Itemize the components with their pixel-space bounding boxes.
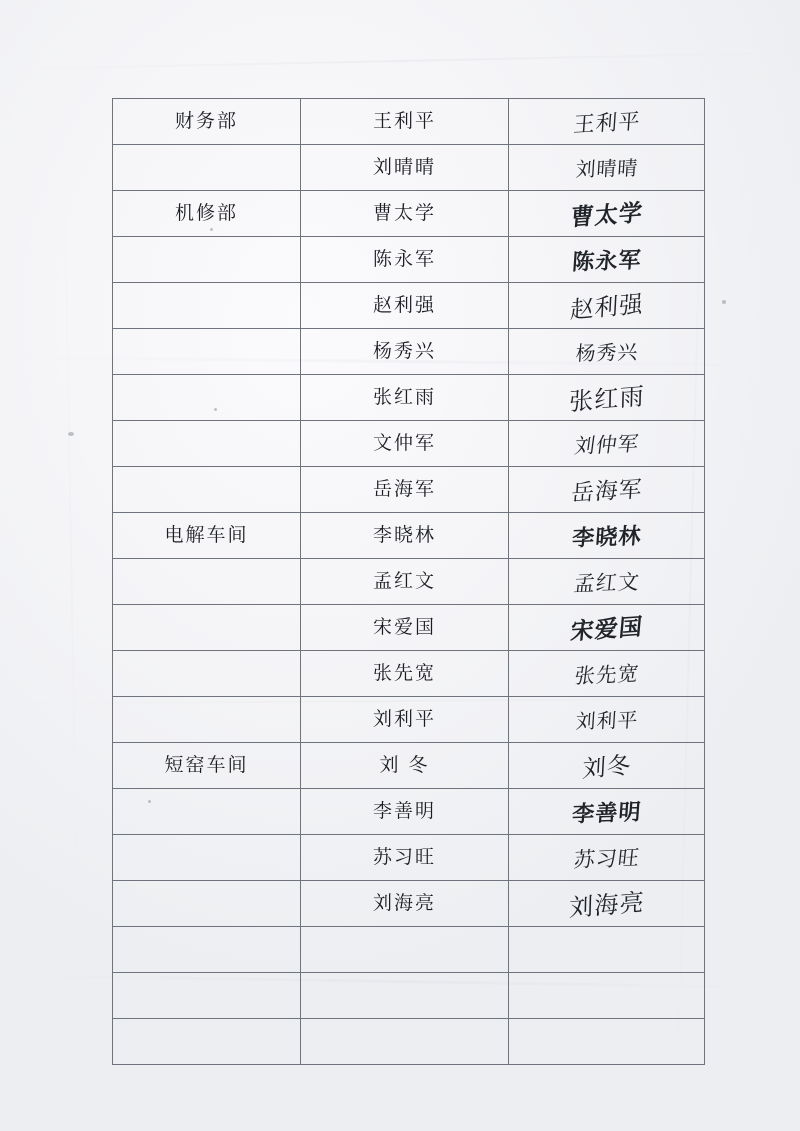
cell-name [301,421,509,467]
cell-signature [509,145,705,191]
cell-department [113,927,301,973]
person-name: 宋爱国 [372,616,436,639]
cell-name [301,1019,509,1065]
table-row [113,559,705,605]
paper-crease [0,52,800,71]
cell-name [301,191,509,237]
table-row [113,697,705,743]
cell-name [301,605,509,651]
cell-signature [509,1019,705,1065]
person-name: 文仲军 [372,432,436,455]
table-row [113,421,705,467]
cell-name [301,881,509,927]
person-name: 孟红文 [372,570,436,593]
cell-department [113,605,301,651]
signature-area [509,99,704,144]
cell-signature [509,99,705,145]
person-name: 刘晴晴 [372,156,436,179]
table-row [113,881,705,927]
table-row [113,237,705,283]
cell-signature [509,191,705,237]
handwritten-signature: 杨秀兴 [574,340,639,365]
cell-department [113,237,301,283]
cell-signature [509,651,705,697]
cell-name [301,145,509,191]
cell-name [301,559,509,605]
person-name: 曹太学 [372,202,436,225]
handwritten-signature: 赵利强 [568,289,644,324]
cell-signature [509,283,705,329]
person-name: 杨秀兴 [372,340,436,363]
table-row [113,513,705,559]
table-row [113,1019,705,1065]
cell-name [301,99,509,145]
handwritten-signature: 岳海军 [570,475,643,506]
cell-department [113,283,301,329]
signature-area [509,973,704,1018]
signature-area [509,789,704,834]
cell-name [301,375,509,421]
table-row [113,835,705,881]
cell-signature [509,329,705,375]
cell-signature [509,697,705,743]
person-name: 张先宽 [372,662,436,685]
cell-department [113,467,301,513]
department-label: 财务部 [174,110,238,133]
signature-area [509,237,704,282]
cell-department [113,145,301,191]
signature-area [509,329,704,374]
cell-signature [509,789,705,835]
cell-name [301,329,509,375]
cell-signature [509,835,705,881]
cell-department [113,789,301,835]
signature-area [509,559,704,604]
table-row [113,145,705,191]
cell-signature [509,421,705,467]
table-row [113,467,705,513]
signature-area [509,421,704,466]
person-name: 苏习旺 [372,846,436,869]
table-row [113,99,705,145]
signature-area [509,697,704,742]
cell-name [301,835,509,881]
signature-area [509,513,704,558]
paper-speck [722,300,726,304]
signature-area [509,145,704,190]
table-row [113,651,705,697]
handwritten-signature: 刘冬 [581,750,632,783]
signature-area [509,1019,704,1064]
handwritten-signature: 曹太学 [569,197,644,231]
cell-signature [509,927,705,973]
cell-signature [509,559,705,605]
cell-name [301,789,509,835]
cell-department [113,421,301,467]
cell-department [113,99,301,145]
table-body [113,99,705,1065]
handwritten-signature: 刘仲军 [572,431,641,458]
cell-name [301,927,509,973]
cell-signature [509,513,705,559]
handwritten-signature: 苏习旺 [572,845,641,872]
table-row [113,283,705,329]
table-row [113,973,705,1019]
person-name: 刘 冬 [379,754,430,777]
signature-roster-table [112,98,705,1065]
cell-department [113,743,301,789]
handwritten-signature: 张先宽 [572,661,641,688]
handwritten-signature: 刘利平 [574,708,639,733]
cell-signature [509,467,705,513]
signature-area [509,605,704,650]
cell-department [113,375,301,421]
cell-signature [509,605,705,651]
cell-name [301,513,509,559]
cell-name [301,283,509,329]
table-row [113,605,705,651]
person-name: 张红雨 [372,386,436,409]
cell-name [301,973,509,1019]
table-row [113,191,705,237]
table-row [113,927,705,973]
table-row [113,375,705,421]
department-label: 机修部 [174,202,238,225]
person-name: 岳海军 [372,478,436,501]
signature-area [509,375,704,420]
handwritten-signature: 李善明 [570,797,643,827]
cell-name [301,237,509,283]
department-label: 短窑车间 [164,754,249,777]
cell-department [113,1019,301,1065]
department-label: 电解车间 [164,524,249,547]
table-row [113,743,705,789]
cell-name [301,743,509,789]
handwritten-signature: 刘晴晴 [574,156,639,181]
signature-area [509,467,704,512]
cell-department [113,329,301,375]
cell-signature [509,973,705,1019]
cell-department [113,559,301,605]
cell-department [113,191,301,237]
paper-crease [64,200,78,900]
cell-name [301,467,509,513]
person-name: 刘海亮 [372,892,436,915]
cell-name [301,697,509,743]
table-row [113,329,705,375]
handwritten-signature: 张红雨 [568,381,645,416]
cell-department [113,973,301,1019]
cell-department [113,881,301,927]
handwritten-signature: 陈永军 [570,245,643,275]
cell-department [113,651,301,697]
signature-area [509,651,704,696]
person-name: 赵利强 [372,294,436,317]
paper-speck [68,432,74,436]
cell-name [301,651,509,697]
handwritten-signature: 王利平 [571,108,641,137]
cell-signature [509,237,705,283]
signature-area [509,191,704,236]
person-name: 李善明 [372,800,436,823]
signature-area [509,927,704,972]
signature-area [509,835,704,880]
person-name: 刘利平 [372,708,436,731]
table-row [113,789,705,835]
handwritten-signature: 李晓林 [570,521,643,551]
signature-area [509,283,704,328]
handwritten-signature: 孟红文 [572,569,641,596]
person-name: 李晓林 [372,524,436,547]
person-name: 王利平 [372,110,436,133]
person-name: 陈永军 [372,248,436,271]
cell-signature [509,881,705,927]
handwritten-signature: 刘海亮 [568,887,645,922]
cell-department [113,697,301,743]
cell-signature [509,743,705,789]
cell-signature [509,375,705,421]
cell-department [113,513,301,559]
handwritten-signature: 宋爱国 [569,611,644,645]
cell-department [113,835,301,881]
signature-area [509,881,704,926]
signature-area [509,743,704,788]
